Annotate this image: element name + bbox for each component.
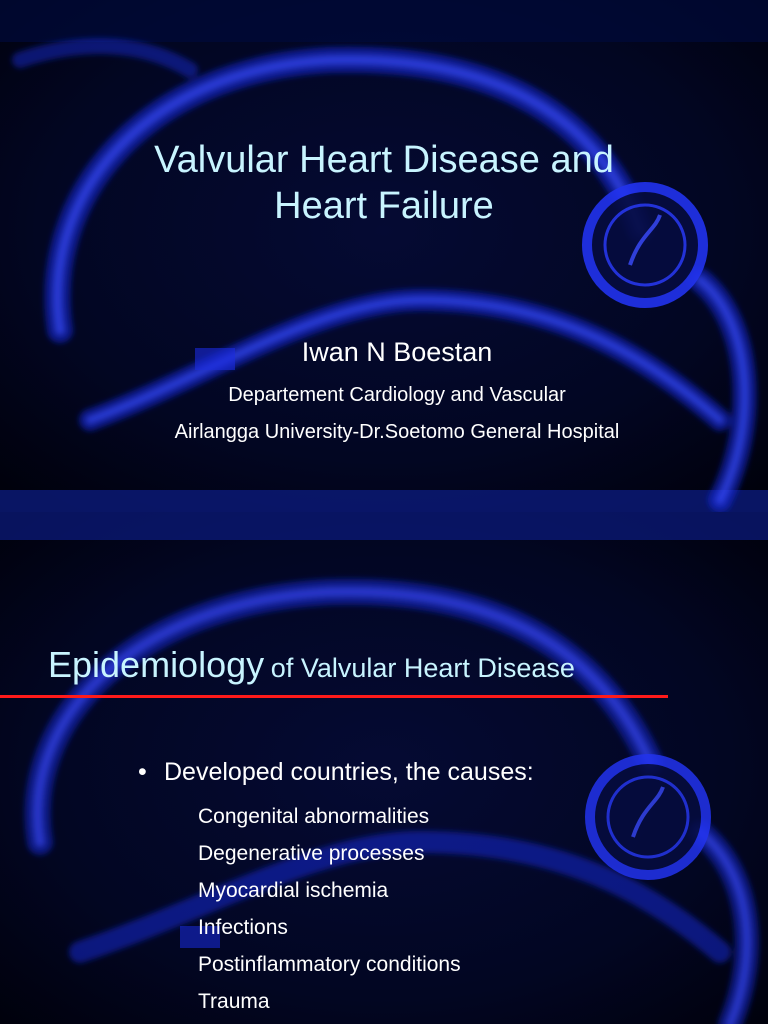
affiliation-department: Departement Cardiology and Vascular [228, 384, 566, 406]
epidemiology-slide [0, 512, 768, 1024]
causes-list [198, 798, 461, 1020]
list-item: Postinflammatory conditions [198, 953, 461, 976]
list-item: Infections [198, 916, 288, 939]
bullet-item [138, 756, 534, 788]
slide-title [0, 137, 768, 229]
title-underline [0, 695, 668, 698]
slide-title [48, 644, 575, 686]
slide-title-line1: Valvular Heart Disease and [154, 139, 614, 181]
bullet-text: Developed countries, the causes: [164, 758, 534, 786]
slide-title-line2: Heart Failure [274, 185, 494, 227]
affiliation-institution: Airlangga University-Dr.Soetomo General Hospital [174, 421, 620, 443]
list-item: Congenital abnormalities [198, 805, 430, 828]
author-name: Iwan N Boestan [301, 337, 493, 367]
list-item: Trauma [198, 990, 270, 1013]
list-item: Degenerative processes [198, 842, 425, 865]
list-item: Myocardial ischemia [198, 879, 389, 902]
chestpiece-icon [590, 759, 706, 875]
slide-title-rest: of Valvular Heart Disease [270, 653, 575, 683]
bullet-marker: • [138, 758, 147, 786]
slide-title-main: Epidemiology [48, 644, 265, 685]
